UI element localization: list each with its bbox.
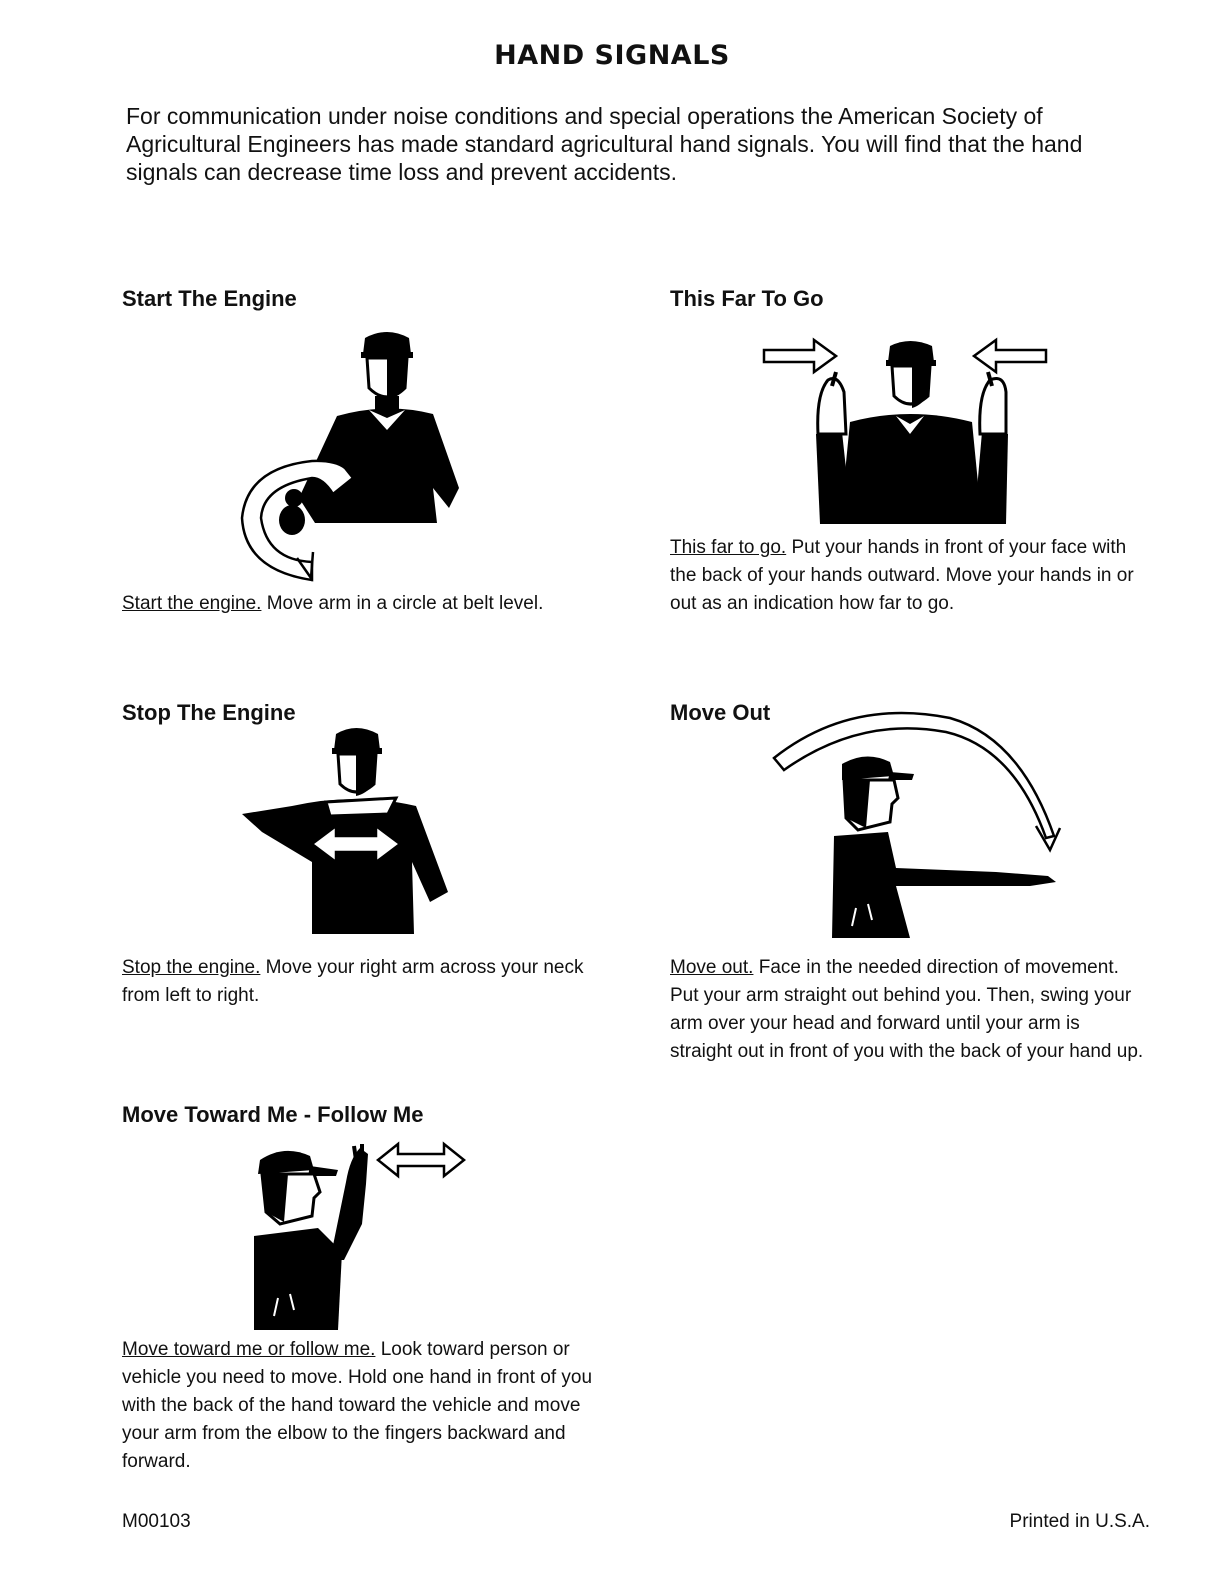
signal-heading: This Far To Go	[670, 286, 824, 311]
signal-this-far-to-go	[670, 286, 1150, 626]
document-code: M00103	[122, 1511, 191, 1532]
signal-text: Put your hands in front of your face with the back of your hands outward. Move your hands in or out as an indication how far to go.	[670, 537, 1134, 614]
signal-stop-engine	[122, 700, 622, 1020]
printed-in-note: Printed in U.S.A.	[1009, 1511, 1150, 1532]
signal-start-engine	[122, 286, 622, 626]
signal-lead: Move out.	[670, 957, 754, 978]
page-title: HAND SIGNALS	[494, 40, 730, 71]
signal-heading: Move Toward Me - Follow Me	[122, 1102, 424, 1127]
signal-text: Move your right arm across your neck from left to right.	[122, 957, 584, 1006]
signal-move-out	[670, 700, 1150, 1100]
signal-description	[670, 534, 1146, 618]
signal-move-toward-me	[122, 1102, 622, 1482]
signal-text: Move arm in a circle at belt level.	[261, 593, 544, 614]
arc-arrow-icon	[774, 713, 1060, 850]
start-engine-illustration	[227, 308, 467, 583]
move-out-illustration	[770, 708, 1070, 940]
this-far-illustration	[760, 334, 1050, 529]
signal-text: Look toward person or vehicle you need to move. Hold one hand in front of you with the back of the hand toward the vehicle and move your arm from the elbow to the fingers backward and forward.	[122, 1339, 593, 1472]
signal-lead: Stop the engine.	[122, 957, 261, 978]
signal-description	[122, 590, 602, 618]
inward-arrows-icon	[764, 340, 836, 372]
signal-heading: Stop The Engine	[122, 700, 296, 725]
signal-description	[122, 1336, 598, 1476]
follow-me-illustration	[250, 1140, 480, 1332]
signal-lead: This far to go.	[670, 537, 787, 558]
signal-description	[670, 954, 1146, 1066]
signal-lead: Move toward me or follow me.	[122, 1339, 376, 1360]
double-arrow-icon	[378, 1144, 464, 1176]
signal-heading: Start The Engine	[122, 286, 297, 311]
signal-text: Face in the needed direction of movement. Put your arm straight out behind you. Then, swing your arm over your head and forward until your arm is straight out in front of you with the back of your hand up.	[670, 957, 1144, 1062]
intro-paragraph: For communication under noise conditions and special operations the American Society of Agricultural Engineers has made standard agricultural hand signals. You will find that the hand signals can decrease time loss and prevent accidents.	[126, 103, 1083, 185]
signal-description	[122, 954, 602, 1010]
signal-heading: Move Out	[670, 700, 771, 725]
signal-lead: Start the engine.	[122, 593, 262, 614]
stop-engine-illustration	[240, 722, 460, 942]
